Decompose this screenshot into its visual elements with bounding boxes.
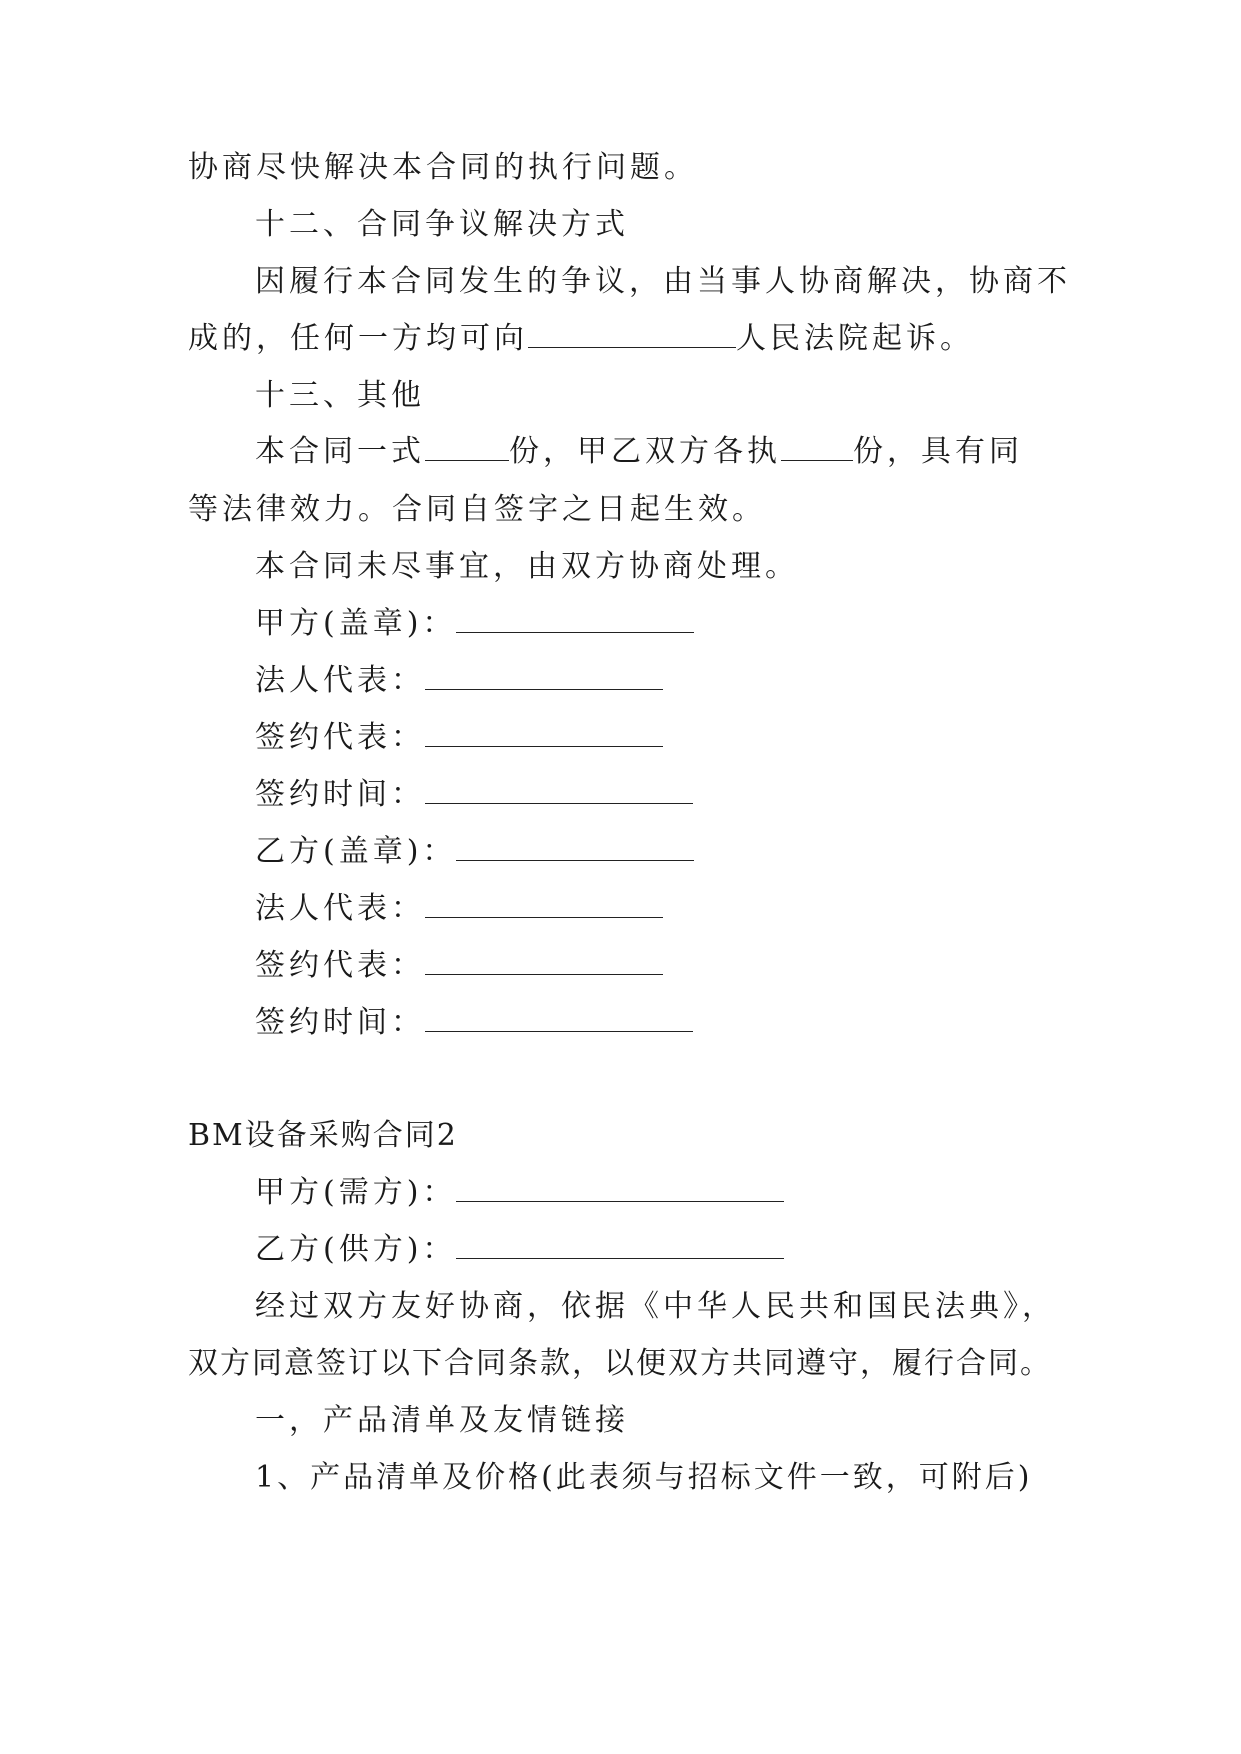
document-title: BM设备采购合同2 [188, 1118, 458, 1153]
copies-paragraph-line1 [255, 432, 1023, 472]
party-a-legal-rep-label: 法人代表： [255, 663, 425, 698]
party-a-legal-rep-blank[interactable] [425, 663, 663, 690]
copies-text-2: 份，甲乙双方各执 [509, 434, 781, 469]
copies-text-1: 本合同一式 [255, 434, 425, 469]
dispute-paragraph-line1: 因履行本合同发生的争议，由当事人协商解决，协商不 [255, 264, 1071, 299]
copies-each-blank[interactable] [781, 434, 853, 461]
party-b-sign-rep-blank[interactable] [425, 948, 663, 975]
buyer-blank[interactable] [456, 1175, 784, 1202]
supplier-row [255, 1230, 784, 1270]
party-b-seal-blank[interactable] [456, 834, 694, 861]
party-a-sign-time-row [255, 775, 693, 815]
party-b-sign-time-blank[interactable] [425, 1005, 693, 1032]
product-list-item: 1、产品清单及价格(此表须与招标文件一致，可附后) [255, 1460, 1033, 1495]
party-a-legal-rep-row [255, 661, 663, 701]
party-b-seal-row [255, 832, 694, 872]
party-a-sign-rep-label: 签约代表： [255, 720, 425, 755]
buyer-label: 甲方(需方)： [255, 1175, 457, 1210]
party-b-sign-time-row [255, 1003, 693, 1043]
section-heading-13: 十三、其他 [255, 378, 425, 413]
dispute-paragraph-line2 [188, 319, 974, 359]
buyer-row [255, 1173, 784, 1213]
party-b-legal-rep-row [255, 889, 663, 929]
supplier-label: 乙方(供方)： [255, 1232, 457, 1267]
party-b-sign-time-label: 签约时间： [255, 1005, 425, 1040]
party-b-seal-label: 乙方(盖章)： [255, 834, 457, 869]
party-b-sign-rep-label: 签约代表： [255, 948, 425, 983]
party-a-sign-rep-blank[interactable] [425, 720, 663, 747]
party-a-seal-blank[interactable] [456, 606, 694, 633]
intro-paragraph-line2: 双方同意签订以下合同条款，以便双方共同遵守，履行合同。 [188, 1346, 1052, 1381]
dispute-text-post: 人民法院起诉。 [736, 321, 974, 356]
party-a-seal-row [255, 604, 694, 644]
misc-paragraph: 本合同未尽事宜，由双方协商处理。 [255, 549, 799, 584]
section-heading-1: 一，产品清单及友情链接 [255, 1403, 629, 1438]
supplier-blank[interactable] [456, 1232, 784, 1259]
copies-paragraph-line2: 等法律效力。合同自签字之日起生效。 [188, 492, 766, 527]
intro-paragraph-line1: 经过双方友好协商，依据《中华人民共和国民法典》， [255, 1289, 1056, 1324]
party-a-seal-label: 甲方(盖章)： [255, 606, 457, 641]
party-a-sign-rep-row [255, 718, 663, 758]
party-a-sign-time-label: 签约时间： [255, 777, 425, 812]
party-b-legal-rep-label: 法人代表： [255, 891, 425, 926]
paragraph-continuation: 协商尽快解决本合同的执行问题。 [188, 150, 698, 185]
copies-text-3: 份，具有同 [853, 434, 1023, 469]
party-b-sign-rep-row [255, 946, 663, 986]
court-blank[interactable] [528, 321, 736, 348]
party-a-sign-time-blank[interactable] [425, 777, 693, 804]
copies-count-blank[interactable] [425, 434, 509, 461]
party-b-legal-rep-blank[interactable] [425, 891, 663, 918]
section-heading-12: 十二、合同争议解决方式 [255, 207, 629, 242]
dispute-text-pre: 成的，任何一方均可向 [188, 321, 528, 356]
